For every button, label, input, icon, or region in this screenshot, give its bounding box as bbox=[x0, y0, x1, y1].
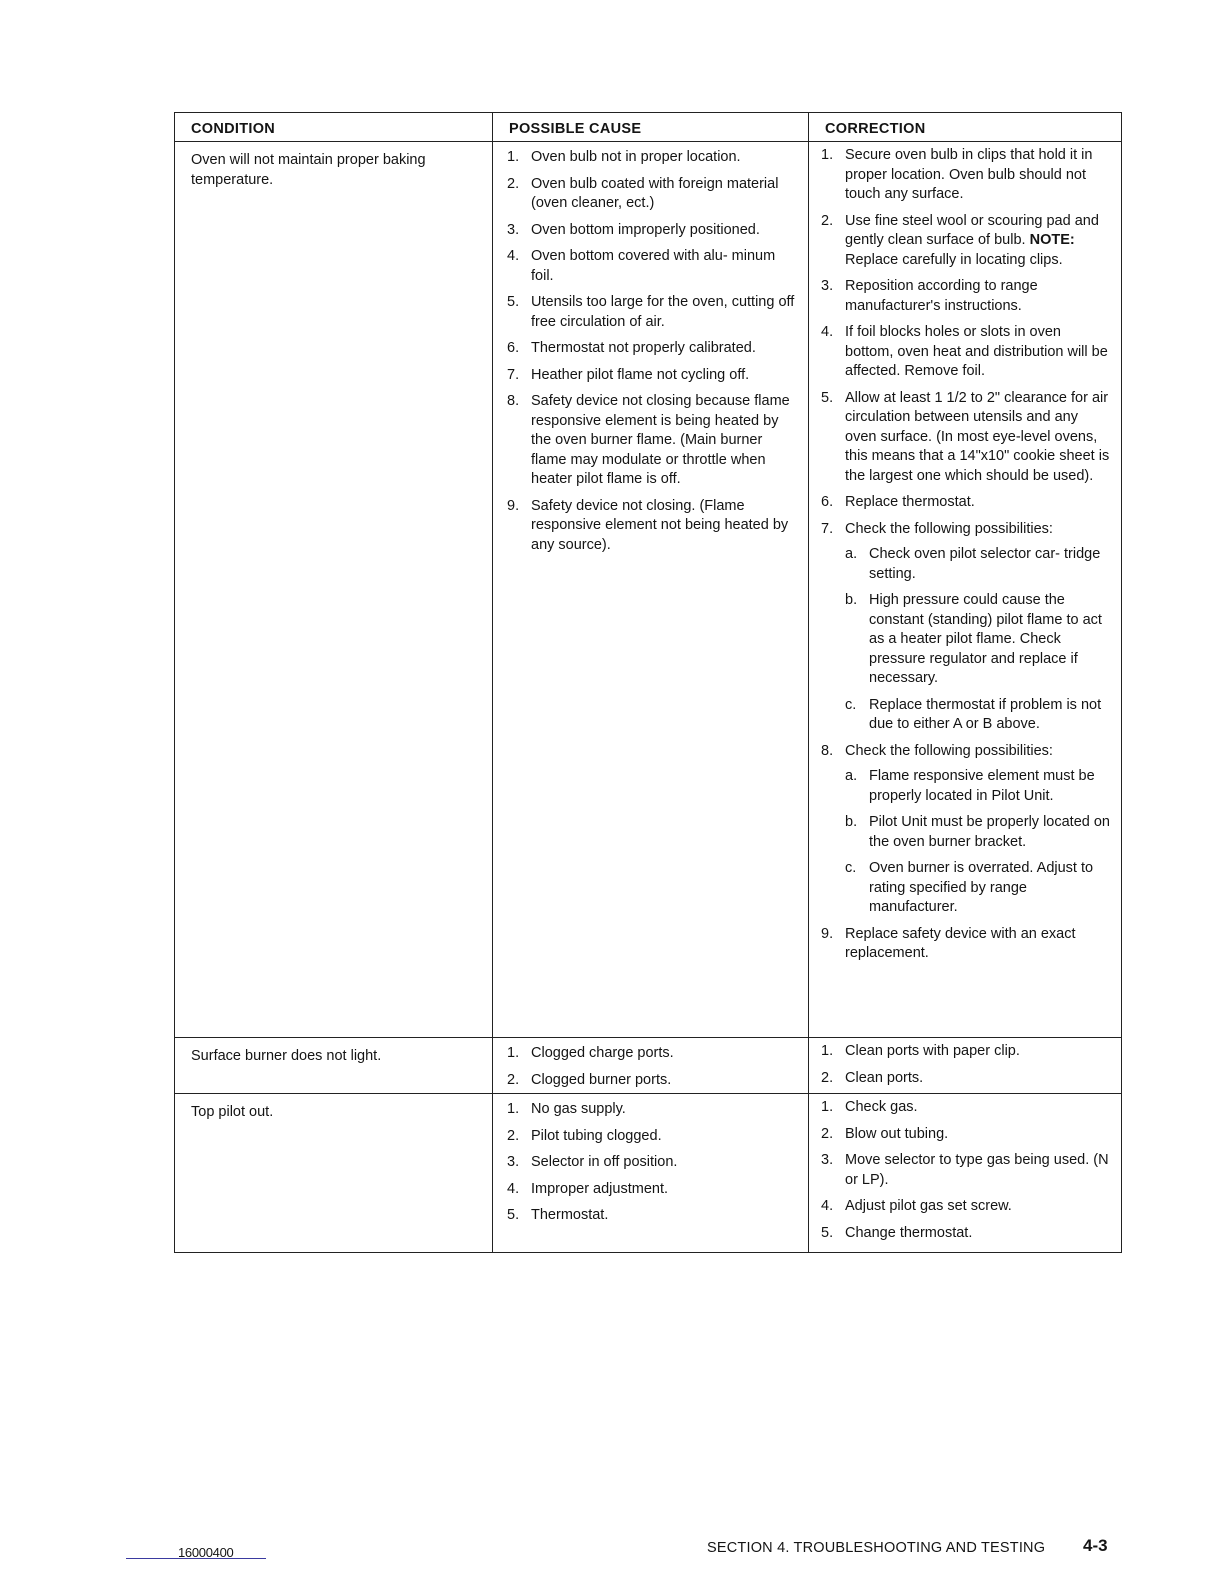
list-item: 5. Change thermostat. bbox=[821, 1224, 973, 1241]
sub-list-item: b. Pilot Unit must be properly located on the oven burner bracket. bbox=[845, 814, 1110, 850]
header-possible-cause: POSSIBLE CAUSE bbox=[493, 113, 809, 141]
header-condition: CONDITION bbox=[175, 113, 493, 141]
cause-list bbox=[507, 148, 800, 555]
list-item: 1. Secure oven bulb in clips that hold it in proper location. Oven bulb should not touch any surface. bbox=[821, 147, 1093, 202]
condition-cell: Oven will not maintain proper baking temperature. bbox=[175, 142, 493, 1037]
correction-cell bbox=[809, 142, 1121, 1037]
list-item: 7. Check the following possibilities: a. Check oven pilot selector car- tridge setting. b. High pressure could cause the constant (standing) pilot flame to act as a heater pilot flame. Check pressure regulator and replace if necessary. c. Replace thermostat if problem is not due to either A or B above. bbox=[821, 520, 1113, 735]
section-title: SECTION 4. TROUBLESHOOTING AND TESTING bbox=[707, 1540, 1046, 1556]
list-item: 1. No gas supply. bbox=[507, 1101, 626, 1117]
sub-list-item: b. High pressure could cause the constant (standing) pilot flame to act as a heater pilot flame. Check pressure regulator and replace if necessary. bbox=[845, 592, 1102, 686]
list-item: 6. Thermostat not properly calibrated. bbox=[507, 340, 756, 356]
cause-list bbox=[507, 1044, 800, 1090]
list-item: 4. Improper adjustment. bbox=[507, 1180, 669, 1197]
list-item: 4. If foil blocks holes or slots in oven bottom, oven heat and distribution will be affected. Remove foil. bbox=[821, 324, 1108, 379]
table-row bbox=[175, 1094, 1121, 1252]
list-item: 4. Oven bottom covered with alu- minum foil. bbox=[507, 248, 776, 284]
troubleshooting-table bbox=[174, 112, 1122, 1253]
cause-cell bbox=[493, 1094, 809, 1252]
list-item: 1. Clogged charge ports. bbox=[507, 1045, 674, 1061]
list-item: 2. Oven bulb coated with foreign material (oven cleaner, ect.) bbox=[507, 175, 779, 211]
list-item: 8. Safety device not closing because flame responsive element is being heated by the oven burner flame. (Main burner flame may modulate or throttle when heater pilot flame is off. bbox=[507, 393, 790, 487]
list-item: 8. Check the following possibilities: a. Flame responsive element must be properly located in Pilot Unit. b. Pilot Unit must be properly located on the oven burner bracket. c. Oven burner is overrated. Adjust to rating specified by range manufacturer. bbox=[821, 742, 1113, 918]
condition-cell: Surface burner does not light. bbox=[175, 1038, 493, 1093]
list-item: 3. Selector in off position. bbox=[507, 1154, 678, 1170]
list-item: 5. Allow at least 1 1/2 to 2" clearance for air circulation between utensils and any oven surface. (In most eye-level ovens, this means that a 14"x10" cookie sheet is the largest one which should be used). bbox=[821, 389, 1110, 484]
list-item: 5. Thermostat. bbox=[507, 1207, 609, 1223]
list-item: 9. Replace safety device with an exact replacement. bbox=[821, 925, 1076, 961]
document-number: 16000400 bbox=[178, 1545, 234, 1560]
sub-list-item: c. Oven burner is overrated. Adjust to rating specified by range manufacturer. bbox=[845, 860, 1094, 915]
header-correction: CORRECTION bbox=[825, 121, 926, 137]
list-item: 2. Clean ports. bbox=[821, 1069, 924, 1086]
footer-underline bbox=[126, 1558, 266, 1559]
list-item: 7. Heather pilot flame not cycling off. bbox=[507, 366, 750, 383]
list-item: 4. Adjust pilot gas set screw. bbox=[821, 1198, 1012, 1214]
table-row bbox=[175, 1038, 1121, 1094]
sub-list-item: a. Check oven pilot selector car- tridge setting. bbox=[845, 546, 1101, 582]
cause-cell bbox=[493, 142, 809, 1037]
note-label: NOTE: bbox=[1029, 232, 1075, 248]
list-item: 3. Oven bottom improperly positioned. bbox=[507, 221, 760, 238]
sub-list bbox=[845, 767, 1113, 918]
correction-list bbox=[821, 1098, 1113, 1243]
cause-cell bbox=[493, 1038, 809, 1093]
page-number: 4-3 bbox=[1083, 1536, 1108, 1555]
correction-list bbox=[821, 146, 1113, 964]
list-item: 1. Clean ports with paper clip. bbox=[821, 1043, 1020, 1059]
table-header bbox=[175, 113, 1121, 142]
table-row bbox=[175, 142, 1121, 1038]
list-item: 9. Safety device not closing. (Flame responsive element not being heated by any source). bbox=[507, 497, 789, 553]
list-item: 2. Blow out tubing. bbox=[821, 1125, 949, 1142]
sub-list bbox=[845, 545, 1113, 735]
sub-list-item: c. Replace thermostat if problem is not due to either A or B above. bbox=[845, 696, 1102, 732]
correction-list bbox=[821, 1042, 1113, 1088]
list-item: 1. Oven bulb not in proper location. bbox=[507, 149, 741, 165]
list-item: 5. Utensils too large for the oven, cutting off free circulation of air. bbox=[507, 294, 795, 330]
list-item: 1. Check gas. bbox=[821, 1099, 918, 1115]
list-item: 2. Use fine steel wool or scouring pad and gently clean surface of bulb. NOTE: Replace carefully in locating clips. bbox=[821, 212, 1099, 268]
correction-cell bbox=[809, 1094, 1121, 1252]
cause-list bbox=[507, 1100, 800, 1226]
list-item: 3. Move selector to type gas being used. (N or LP). bbox=[821, 1152, 1109, 1188]
list-item: 2. Pilot tubing clogged. bbox=[507, 1127, 662, 1144]
list-item: 2. Clogged burner ports. bbox=[507, 1071, 672, 1088]
list-item: 3. Reposition according to range manufacturer's instructions. bbox=[821, 278, 1038, 314]
sub-list-item: a. Flame responsive element must be properly located in Pilot Unit. bbox=[845, 768, 1095, 804]
correction-cell bbox=[809, 1038, 1121, 1093]
list-item: 6. Replace thermostat. bbox=[821, 494, 975, 510]
condition-cell: Top pilot out. bbox=[175, 1094, 493, 1252]
